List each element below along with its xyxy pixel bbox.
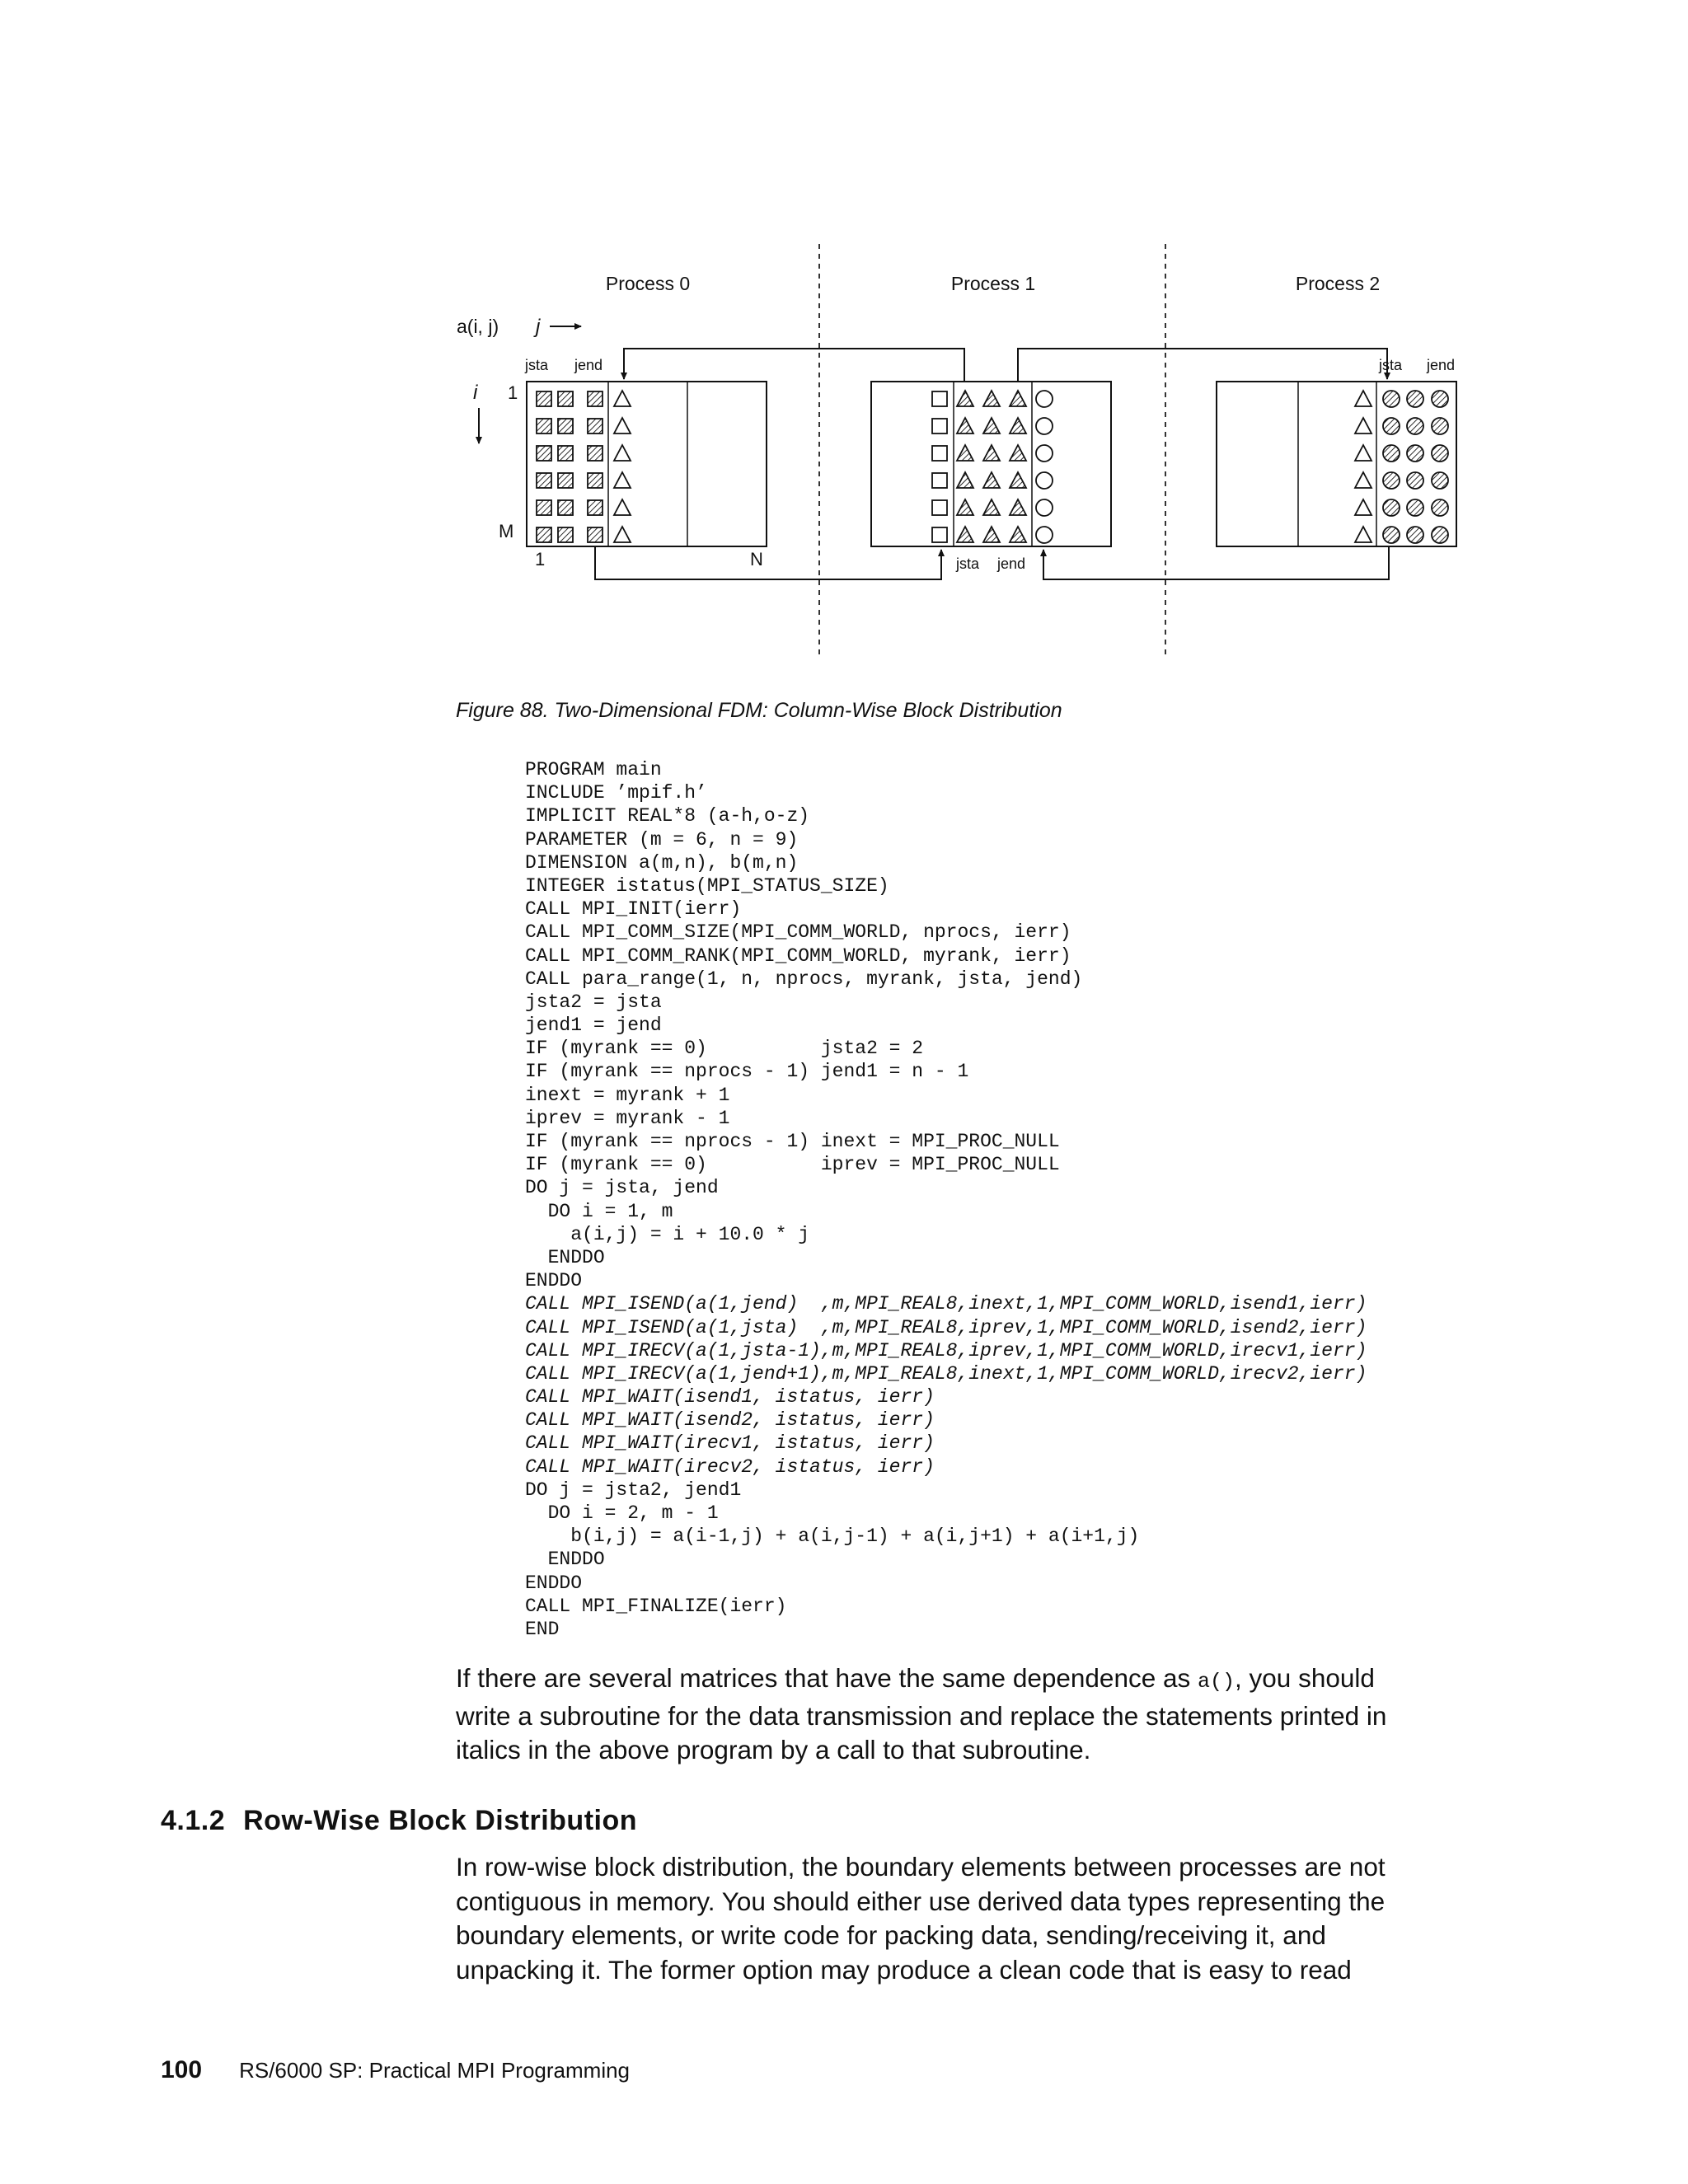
square-icon bbox=[932, 473, 947, 488]
hatched-triangle-icon bbox=[983, 472, 1000, 488]
hatched-triangle-icon bbox=[983, 527, 1000, 542]
code-line: INTEGER istatus(MPI_STATUS_SIZE) bbox=[525, 874, 889, 897]
hatched-circle-icon bbox=[1383, 418, 1400, 434]
j-axis-label: j bbox=[536, 316, 541, 338]
code-line: END bbox=[525, 1618, 560, 1640]
triangle-icon bbox=[614, 499, 631, 515]
code-line: CALL MPI_ISEND(a(1,jsta) ,m,MPI_REAL8,iprev,1,MPI_COMM_WORLD,isend2,ierr) bbox=[525, 1316, 1367, 1338]
code-line: DO i = 2, m - 1 bbox=[525, 1502, 719, 1524]
circle-icon bbox=[1036, 445, 1053, 462]
code-listing bbox=[525, 758, 1367, 1641]
jend-label-p2: jend bbox=[1427, 357, 1456, 373]
code-line: jsta2 = jsta bbox=[525, 991, 662, 1013]
code-line: CALL MPI_WAIT(irecv1, istatus, ierr) bbox=[525, 1432, 935, 1455]
code-line: b(i,j) = a(i-1,j) + a(i,j-1) + a(i,j+1) + a(i+1,j) bbox=[525, 1526, 1140, 1548]
book-title: RS/6000 SP: Practical MPI Programming bbox=[239, 2058, 631, 2083]
triangle-icon bbox=[614, 418, 631, 434]
hatched-triangle-icon bbox=[983, 445, 1000, 461]
fdm-column-block-figure bbox=[0, 0, 1688, 676]
send-arrow-p0-to-p1 bbox=[595, 546, 941, 579]
code-line: PARAMETER (m = 6, n = 9) bbox=[525, 828, 799, 851]
square-icon bbox=[932, 500, 947, 515]
circle-icon bbox=[1036, 527, 1053, 543]
code-line: IF (myrank == 0) iprev = MPI_PROC_NULL bbox=[525, 1154, 1060, 1176]
code-line: CALL MPI_IRECV(a(1,jend+1),m,MPI_REAL8,inext,1,MPI_COMM_WORLD,irecv2,ierr) bbox=[525, 1362, 1367, 1385]
hatched-square-icon bbox=[537, 391, 551, 406]
hatched-triangle-icon bbox=[1010, 527, 1026, 542]
triangle-icon bbox=[614, 445, 631, 461]
inline-code-a: a() bbox=[1198, 1670, 1236, 1694]
hatched-triangle-icon bbox=[957, 472, 973, 488]
para1-line-2: write a subroutine for the data transmission and replace the statements printed in bbox=[456, 1700, 1387, 1731]
process-2-label: Process 2 bbox=[1295, 273, 1381, 294]
code-line: DO i = 1, m bbox=[525, 1200, 673, 1222]
hatched-square-icon bbox=[588, 419, 603, 434]
hatched-triangle-icon bbox=[957, 499, 973, 515]
hatched-triangle-icon bbox=[957, 391, 973, 406]
hatched-square-icon bbox=[537, 473, 551, 488]
code-line: INCLUDE ’mpif.h’ bbox=[525, 782, 707, 804]
code-line: CALL MPI_COMM_RANK(MPI_COMM_WORLD, myrank, ierr) bbox=[525, 944, 1071, 967]
hatched-square-icon bbox=[558, 500, 573, 515]
code-line: IF (myrank == nprocs - 1) inext = MPI_PROC_NULL bbox=[525, 1131, 1060, 1152]
hatched-circle-icon bbox=[1407, 472, 1423, 489]
code-line: PROGRAM main bbox=[525, 759, 662, 780]
hatched-triangle-icon bbox=[983, 418, 1000, 434]
send-arrow-p1-to-p2 bbox=[1018, 349, 1387, 382]
process-0-matrix bbox=[527, 382, 767, 546]
hatched-circle-icon bbox=[1383, 445, 1400, 462]
row-M-label: M bbox=[499, 521, 514, 541]
code-line: CALL MPI_WAIT(isend1, istatus, ierr) bbox=[525, 1386, 935, 1408]
code-line: inext = myrank + 1 bbox=[525, 1084, 730, 1106]
hatched-triangle-icon bbox=[1010, 445, 1026, 461]
hatched-circle-icon bbox=[1432, 472, 1448, 489]
hatched-circle-icon bbox=[1407, 499, 1423, 516]
hatched-square-icon bbox=[558, 419, 573, 434]
hatched-circle-icon bbox=[1383, 527, 1400, 543]
jsta-label-p1: jsta bbox=[956, 555, 980, 572]
hatched-square-icon bbox=[558, 473, 573, 488]
hatched-circle-icon bbox=[1383, 499, 1400, 516]
circle-icon bbox=[1036, 391, 1053, 407]
code-line: IF (myrank == nprocs - 1) jend1 = n - 1 bbox=[525, 1061, 969, 1083]
para1-line-3: italics in the above program by a call to that subroutine. bbox=[456, 1735, 1091, 1765]
hatched-triangle-icon bbox=[1010, 418, 1026, 434]
hatched-circle-icon bbox=[1407, 391, 1423, 407]
hatched-triangle-icon bbox=[1010, 472, 1026, 488]
process-0-label: Process 0 bbox=[605, 273, 691, 294]
square-icon bbox=[932, 527, 947, 542]
col-1-label: 1 bbox=[535, 549, 546, 569]
col-N-label: N bbox=[750, 549, 763, 569]
code-line: CALL para_range(1, n, nprocs, myrank, jsta, jend) bbox=[525, 968, 1083, 990]
hatched-circle-icon bbox=[1407, 418, 1423, 434]
i-axis-label: i bbox=[473, 382, 478, 404]
hatched-triangle-icon bbox=[957, 418, 973, 434]
circle-icon bbox=[1036, 499, 1053, 516]
hatched-square-icon bbox=[588, 391, 603, 406]
triangle-icon bbox=[1355, 391, 1372, 406]
hatched-circle-icon bbox=[1383, 391, 1400, 407]
square-icon bbox=[932, 391, 947, 406]
code-line: ENDDO bbox=[525, 1246, 605, 1268]
code-line: ENDDO bbox=[525, 1572, 583, 1594]
para2-line-2: contiguous in memory. You should either use derived data types representing the bbox=[456, 1886, 1386, 1916]
hatched-circle-icon bbox=[1432, 418, 1448, 434]
hatched-circle-icon bbox=[1432, 445, 1448, 462]
hatched-circle-icon bbox=[1432, 499, 1448, 516]
hatched-triangle-icon bbox=[1010, 391, 1026, 406]
hatched-square-icon bbox=[558, 391, 573, 406]
para2-line-1: In row-wise block distribution, the boundary elements between processes are not bbox=[456, 1852, 1386, 1882]
hatched-square-icon bbox=[588, 527, 603, 542]
row-1-label: 1 bbox=[508, 382, 518, 403]
hatched-circle-icon bbox=[1407, 527, 1423, 543]
jend-label-p1: jend bbox=[997, 555, 1026, 572]
triangle-icon bbox=[614, 391, 631, 406]
matrix-element-label: a(i, j) bbox=[457, 316, 499, 337]
code-line: CALL MPI_FINALIZE(ierr) bbox=[525, 1595, 787, 1617]
triangle-icon bbox=[1355, 445, 1372, 461]
page-number: 100 bbox=[161, 2056, 203, 2083]
hatched-square-icon bbox=[537, 419, 551, 434]
section-heading bbox=[161, 1805, 637, 1837]
code-line: DO j = jsta2, jend1 bbox=[525, 1479, 742, 1501]
hatched-square-icon bbox=[558, 527, 573, 542]
code-line: CALL MPI_ISEND(a(1,jend) ,m,MPI_REAL8,inext,1,MPI_COMM_WORLD,isend1,ierr) bbox=[525, 1293, 1367, 1315]
jend-label-p0: jend bbox=[574, 357, 603, 373]
code-line: CALL MPI_IRECV(a(1,jsta-1),m,MPI_REAL8,iprev,1,MPI_COMM_WORLD,irecv1,ierr) bbox=[525, 1339, 1367, 1361]
para2-line-4: unpacking it. The former option may produce a clean code that is easy to read bbox=[456, 1954, 1352, 1985]
hatched-circle-icon bbox=[1432, 527, 1448, 543]
hatched-square-icon bbox=[588, 446, 603, 461]
hatched-triangle-icon bbox=[983, 391, 1000, 406]
code-line: CALL MPI_WAIT(irecv2, istatus, ierr) bbox=[525, 1455, 935, 1478]
triangle-icon bbox=[614, 527, 631, 542]
hatched-circle-icon bbox=[1407, 445, 1423, 462]
code-line: iprev = myrank - 1 bbox=[525, 1107, 730, 1129]
triangle-icon bbox=[1355, 418, 1372, 434]
code-line: ENDDO bbox=[525, 1549, 605, 1571]
circle-icon bbox=[1036, 472, 1053, 489]
triangle-icon bbox=[614, 472, 631, 488]
hatched-square-icon bbox=[588, 500, 603, 515]
square-icon bbox=[932, 446, 947, 461]
hatched-triangle-icon bbox=[983, 499, 1000, 515]
hatched-square-icon bbox=[537, 446, 551, 461]
code-line: jend1 = jend bbox=[525, 1015, 662, 1037]
code-line: IF (myrank == 0) jsta2 = 2 bbox=[525, 1038, 924, 1060]
code-line: CALL MPI_COMM_SIZE(MPI_COMM_WORLD, nprocs, ierr) bbox=[525, 921, 1071, 944]
code-line: DIMENSION a(m,n), b(m,n) bbox=[525, 851, 799, 874]
jsta-label-p2: jsta bbox=[1379, 357, 1403, 373]
send-arrow-p2-to-p1 bbox=[1043, 546, 1389, 579]
figure-caption: Figure 88. Two-Dimensional FDM: Column-Wise Block Distribution bbox=[456, 699, 1062, 722]
code-line: CALL MPI_WAIT(isend2, istatus, ierr) bbox=[525, 1409, 935, 1432]
hatched-triangle-icon bbox=[957, 445, 973, 461]
hatched-triangle-icon bbox=[1010, 499, 1026, 515]
paragraph-data-transmission bbox=[456, 1661, 1494, 1768]
code-line: CALL MPI_INIT(ierr) bbox=[525, 898, 742, 921]
process-1-label: Process 1 bbox=[950, 273, 1036, 294]
code-line: IMPLICIT REAL*8 (a-h,o-z) bbox=[525, 805, 810, 827]
page-footer bbox=[161, 2056, 630, 2084]
triangle-icon bbox=[1355, 527, 1372, 542]
send-arrow-p1-to-p0 bbox=[624, 349, 964, 382]
hatched-square-icon bbox=[558, 446, 573, 461]
jsta-label-p0: jsta bbox=[525, 357, 549, 373]
process-2-matrix bbox=[1217, 382, 1456, 546]
para1-text: If there are several matrices that have the same dependence as bbox=[456, 1663, 1198, 1693]
hatched-square-icon bbox=[537, 500, 551, 515]
para2-line-3: boundary elements, or write code for packing data, sending/receiving it, and bbox=[456, 1920, 1326, 1950]
hatched-circle-icon bbox=[1383, 472, 1400, 489]
section-title: Row-Wise Block Distribution bbox=[243, 1805, 638, 1836]
triangle-icon bbox=[1355, 499, 1372, 515]
hatched-triangle-icon bbox=[957, 527, 973, 542]
code-line: a(i,j) = i + 10.0 * j bbox=[525, 1223, 810, 1245]
circle-icon bbox=[1036, 418, 1053, 434]
process-1-matrix bbox=[871, 382, 1111, 546]
hatched-square-icon bbox=[537, 527, 551, 542]
hatched-square-icon bbox=[588, 473, 603, 488]
section-number: 4.1.2 bbox=[161, 1805, 226, 1836]
square-icon bbox=[932, 419, 947, 434]
code-line: ENDDO bbox=[525, 1270, 583, 1292]
hatched-circle-icon bbox=[1432, 391, 1448, 407]
paragraph-row-wise bbox=[456, 1850, 1494, 1987]
code-line: DO j = jsta, jend bbox=[525, 1177, 719, 1199]
para1-text: , you should bbox=[1235, 1663, 1375, 1693]
triangle-icon bbox=[1355, 472, 1372, 488]
